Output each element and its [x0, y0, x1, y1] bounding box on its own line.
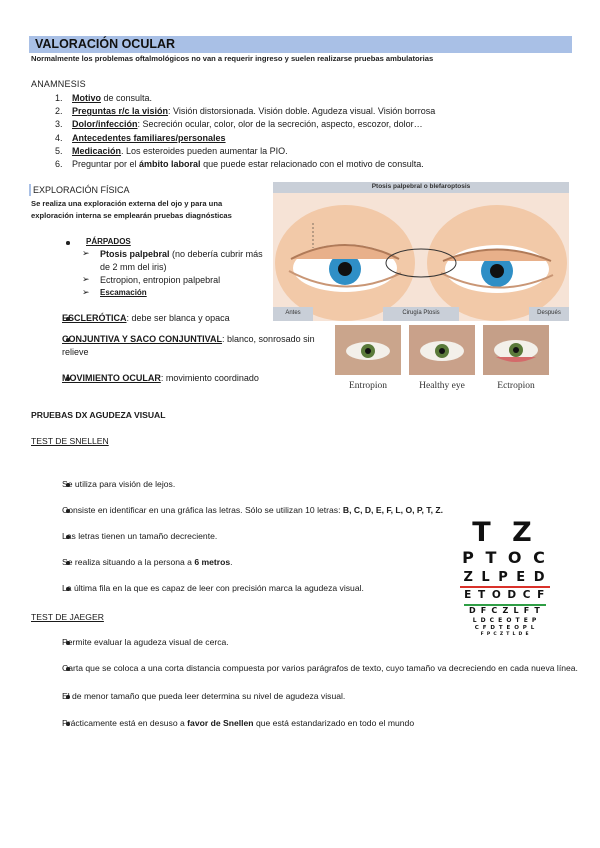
chart-row: T Z [472, 517, 538, 548]
ptosis-item: Ptosis palpebral (no debería cubrir más de 2 mm del iris) [100, 249, 263, 272]
chart-row: E T O D C F [464, 589, 546, 601]
label-entropion: Entropion [349, 381, 387, 391]
esclerotica-item: ESCLERÓTICA: debe ser blanca y opaca [62, 313, 230, 323]
intro-text: Normalmente los problemas oftalmológicos no van a requerir ingreso y suelen realizarse pruebas ambulatorias [31, 54, 434, 63]
list-item: 3. Dolor/infección: Secreción ocular, color, olor de la secreción, aspecto, escozor, dolor… [55, 119, 423, 130]
ptosis-illustration [273, 182, 569, 321]
section-marker [29, 184, 31, 196]
label-antes: Antes [285, 310, 301, 316]
chart-row: P T O C [462, 548, 548, 567]
snellen-item: La última fila en la que es capaz de leer con precisión marca la agudeza visual. [62, 583, 364, 593]
red-line [460, 586, 550, 588]
snellen-chart [450, 517, 560, 635]
chart-row: Z L P E D [463, 570, 547, 585]
escamacion-item: Escamación [100, 288, 147, 297]
chart-row: F P C Z T L D E [480, 632, 530, 637]
exploracion-heading: EXPLORACIÓN FÍSICA [33, 185, 130, 195]
label-cirugia: Cirugía Ptosis [402, 310, 440, 316]
figure-title: Ptosis palpebral o blefaroptosis [371, 183, 471, 190]
chart-row: C F D T E O P L [474, 625, 536, 631]
list-item: 6. Preguntar por el ámbito laboral que puede estar relacionado con el motivo de consulta. [55, 159, 424, 170]
pruebas-heading: PRUEBAS DX AGUDEZA VISUAL [31, 410, 166, 420]
jaeger-item: Prácticamente está en desuso a favor de Snellen que está estandarizado en todo el mundo [62, 718, 415, 728]
label-ectropion: Ectropion [497, 381, 535, 391]
jaeger-item: Permite evaluar la agudeza visual de cerca. [62, 637, 229, 647]
snellen-heading: TEST DE SNELLEN [31, 436, 109, 446]
list-item: 4. Antecedentes familiares/personales [55, 132, 226, 143]
list-item: 1. Motivo de consulta. [55, 93, 153, 103]
jaeger-heading: TEST DE JAEGER [31, 612, 104, 622]
arrow-icon: ➢ [82, 248, 90, 258]
snellen-item: Las letras tienen un tamaño decreciente. [62, 531, 218, 541]
arrow-icon: ➢ [82, 287, 90, 297]
chart-row: D F C Z L F T [468, 606, 542, 615]
exploracion-desc: Se realiza una exploración externa del ojo y para una exploración interna se emplearán pruebas diagnósticas [31, 199, 232, 220]
jaeger-item: Carta que se coloca a una corta distancia compuesta por varios parágrafos de texto, cuyo tamaño va decreciendo en cada nueva línea. [62, 663, 578, 673]
conjuntiva-item: CONJUNTIVA Y SACO CONJUNTIVAL: blanco, sonrosado sin relieve [62, 334, 315, 357]
entropion-ectropion-photo [335, 325, 549, 399]
chart-row: L D C E O T E P [472, 617, 538, 624]
movimiento-item: MOVIMIENTO OCULAR: movimiento coordinado [62, 373, 259, 383]
snellen-item: Se realiza situando a la persona a 6 metros. [62, 557, 233, 567]
label-healthy-eye: Healthy eye [419, 381, 465, 391]
list-item: 5. Medicación. Los esteroides pueden aumentar la PIO. [55, 145, 288, 156]
title-bar [29, 36, 572, 53]
label-despues: Después [537, 310, 561, 316]
parpados-label: PÁRPADOS [86, 237, 131, 246]
snellen-item: Consiste en identificar en una gráfica las letras. Sólo se utilizan 10 letras: B, C, D, E, F, L, O, P, T, Z. [62, 505, 444, 515]
anamnesis-list [55, 92, 435, 171]
anamnesis-heading: ANAMNESIS [31, 79, 86, 89]
snellen-item: Se utiliza para visión de lejos. [62, 479, 176, 489]
bullet-dot [66, 241, 70, 245]
jaeger-item: El de menor tamaño que pueda leer determina su nivel de agudeza visual. [62, 691, 346, 701]
page-title: VALORACIÓN OCULAR [35, 37, 176, 51]
ectropion-item: Ectropion, entropion palpebral [100, 275, 221, 285]
arrow-icon: ➢ [82, 274, 90, 284]
list-item: 2. Preguntas r/c la visión: Visión distorsionada. Visión doble. Agudeza visual. Visión borrosa [55, 106, 436, 117]
eye-photos-svg [335, 325, 549, 379]
eyes-illustration-svg [273, 193, 569, 321]
